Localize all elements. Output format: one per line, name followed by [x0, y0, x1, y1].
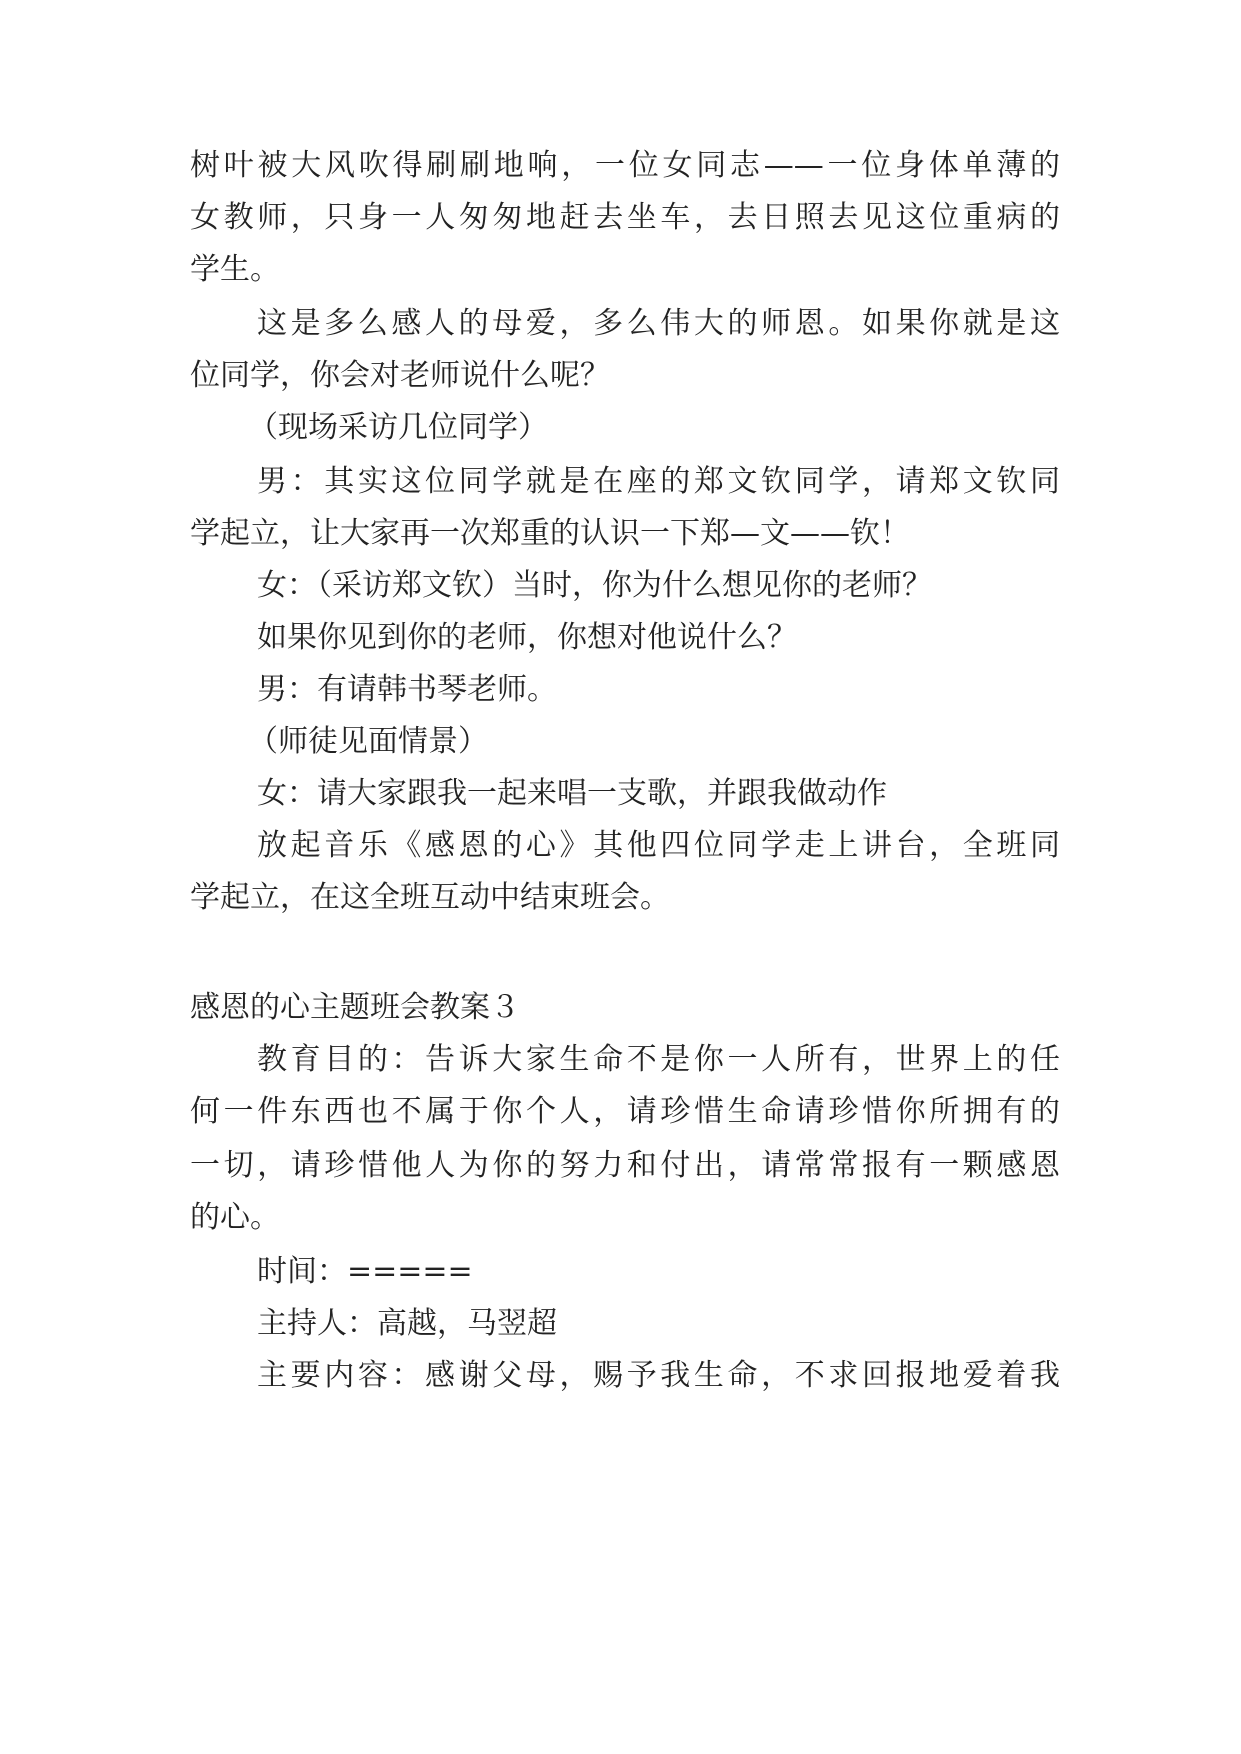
text-line: 学生。 — [190, 252, 280, 287]
section-heading: 感恩的心主题班会教案３ — [190, 990, 520, 1025]
text-line: 这是多么感人的母爱，多么伟大的师恩。如果你就是这 — [257, 306, 1060, 341]
text-line: 何一件东西也不属于你个人，请珍惜生命请珍惜你所拥有的 — [190, 1094, 1060, 1129]
text-line: 女教师，只身一人匆匆地赶去坐车，去日照去见这位重病的 — [190, 200, 1060, 235]
text-line: 放起音乐《感恩的心》其他四位同学走上讲台，全班同 — [257, 828, 1060, 863]
text-line: 学起立，在这全班互动中结束班会。 — [190, 880, 670, 915]
text-line: 主持人：高越，马翌超 — [257, 1306, 557, 1341]
text-line: 如果你见到你的老师，你想对他说什么？ — [257, 620, 797, 655]
text-line: 主要内容：感谢父母，赐予我生命，不求回报地爱着我 — [257, 1358, 1060, 1393]
text-line: 男：有请韩书琴老师。 — [257, 672, 557, 707]
text-line: 时间：===== — [257, 1254, 473, 1289]
text-line: 女：请大家跟我一起来唱一支歌，并跟我做动作 — [257, 776, 887, 811]
text-line: 一切，请珍惜他人为你的努力和付出，请常常报有一颗感恩 — [190, 1148, 1060, 1183]
text-line: 树叶被大风吹得刷刷地响，一位女同志——一位身体单薄的 — [190, 148, 1060, 183]
text-line: 位同学，你会对老师说什么呢？ — [190, 358, 610, 393]
text-line: 教育目的：告诉大家生命不是你一人所有，世界上的任 — [257, 1042, 1060, 1077]
text-line: （师徒见面情景） — [248, 724, 488, 759]
text-line: 男：其实这位同学就是在座的郑文钦同学，请郑文钦同 — [257, 464, 1060, 499]
text-line: 的心。 — [190, 1200, 280, 1235]
text-line: 女：（采访郑文钦）当时，你为什么想见你的老师？ — [257, 568, 932, 603]
text-line: 学起立，让大家再一次郑重的认识一下郑—文——钦！ — [190, 516, 910, 551]
text-line: （现场采访几位同学） — [248, 410, 548, 445]
